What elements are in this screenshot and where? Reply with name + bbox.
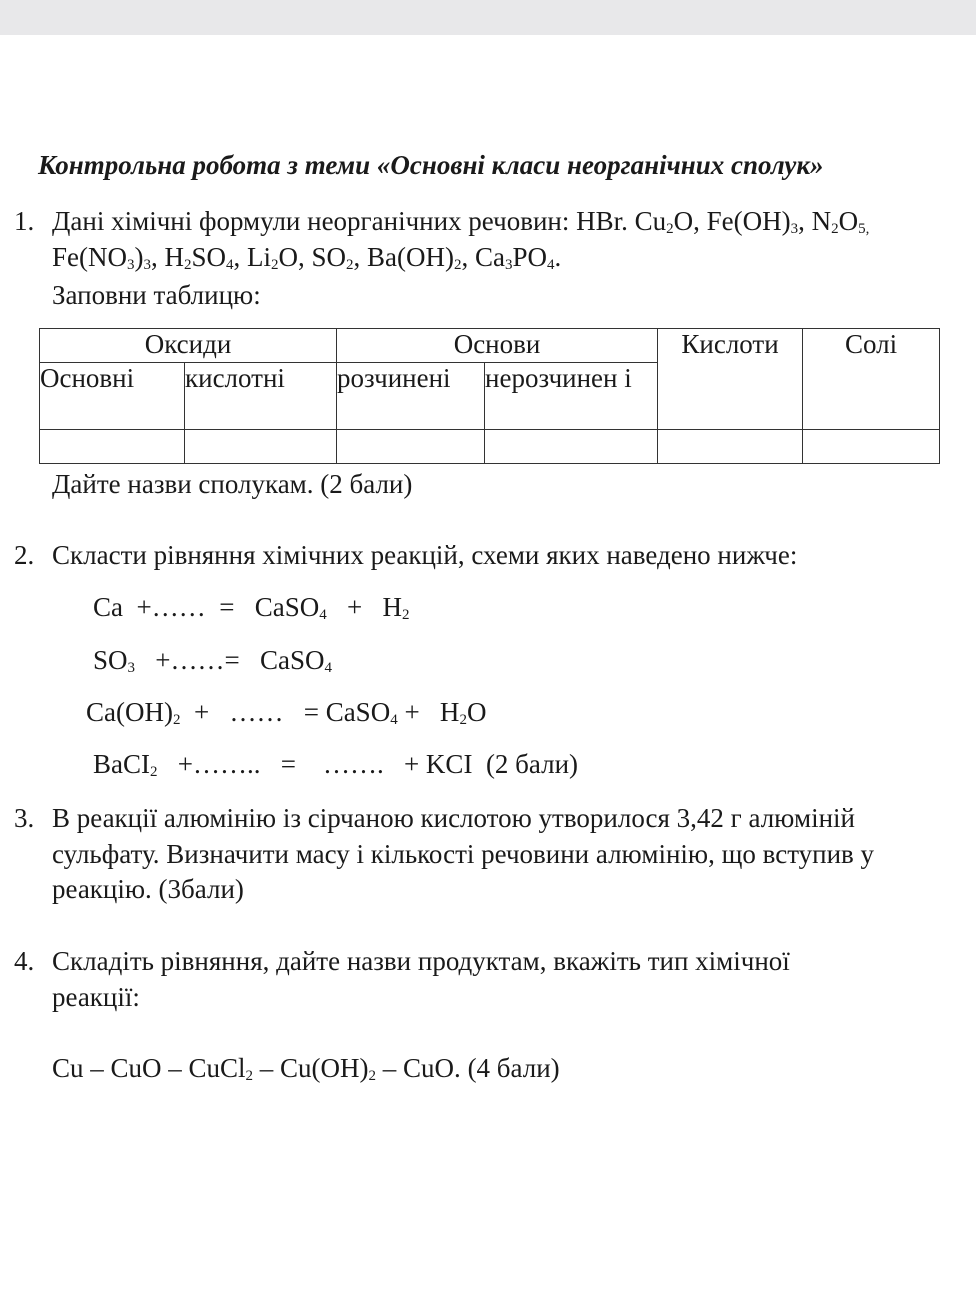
q1-line2-lead: Fe(NO [52,242,127,272]
answer-cell[interactable] [803,430,940,464]
page-title: Контрольна робота з теми «Основні класи неорганічних сполук» [38,150,824,180]
q4-score: (4 бали) [467,1053,560,1083]
answer-cell[interactable] [185,430,337,464]
subheader-basic-oxides: Основні [40,363,185,430]
q2-number: 2. [14,540,35,570]
equation-4: BaCI$_2$ +…….. = ……. + KCI (2 бали) [93,749,579,780]
q1-line1-text: Дані хімічні формули неорганічних речовин: HBr. Cu [52,206,667,236]
q4-number: 4. [14,946,35,976]
equation-2: $SO_3$ +……= CaSO$_4$ [93,645,332,676]
q2-score: (2 бали) [485,749,579,779]
answer-cell[interactable] [337,430,485,464]
answer-cell[interactable] [40,430,185,464]
classification-table [39,328,940,464]
header-bases: Основи [337,329,658,363]
equation-1: Ca +…… = CaSO$_4$ + $H_2$ [93,592,410,623]
q4-chain: Cu – CuO – CuCl$_2$ – $Cu(OH)_2$ – CuO. (4 бали) [52,1053,560,1084]
subheader-insoluble-bases: нерозчинен і [485,363,658,430]
subheader-acidic-oxides: кислотні [185,363,337,430]
top-bar [0,0,976,35]
q4-line: реакції: [52,982,140,1012]
header-salts: Солі [803,329,940,430]
header-acids: Кислоти [658,329,803,430]
q1-footer: Дайте назви сполукам. (2 бали) [52,469,413,499]
subheader-soluble-bases: розчинені [337,363,485,430]
answer-cell[interactable] [485,430,658,464]
equation-3: $Ca(OH)_2$ + …… = CaSO$_4$ + $H_2O$ [86,697,487,728]
q3-line: сульфату. Визначити масу і кількості речовини алюмінію, що вступив у [52,839,875,869]
q2-text: Скласти рівняння хімічних реакцій, схеми яких наведено нижче: [52,540,798,570]
q4-line: Складіть рівняння, дайте назви продуктам, вкажіть тип хімічної [52,946,790,976]
q1-instruction: Заповни таблицю: [52,280,261,310]
q1-line2: $Fe(NO_3)_3$, $H_2SO_4$, $Li_2O$, $SO_2$, $Ba(OH)_2$, $Ca_3PO_4$. [52,242,562,273]
q1-line1: Дані хімічні формули неорганічних речовин: HBr. $Cu_2O$, $Fe(OH)_3$, $N_2O_{5,}$ [52,206,870,237]
answer-cell[interactable] [658,430,803,464]
q3-line: В реакції алюмінію із сірчаною кислотою утворилося 3,42 г алюміній [52,803,855,833]
header-oxides: Оксиди [40,329,337,363]
q3-line: реакцію. (3бали) [52,874,244,904]
q1-number: 1. [14,206,35,236]
q3-number: 3. [14,803,35,833]
